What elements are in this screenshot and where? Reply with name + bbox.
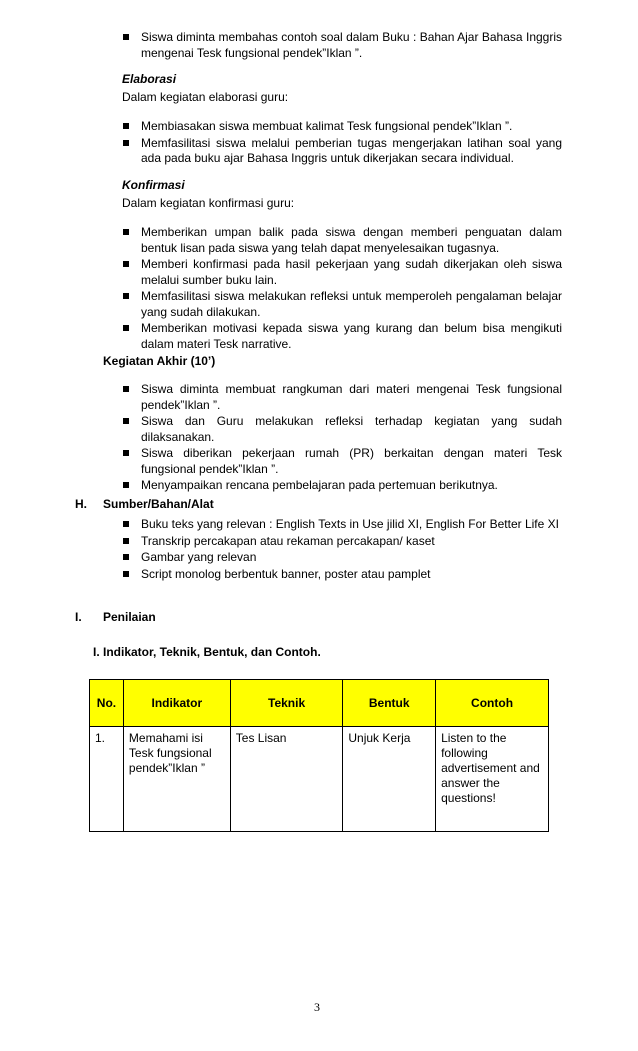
cell-bentuk: Unjuk Kerja	[343, 727, 436, 832]
cell-indikator: Memahami isi Tesk fungsional pendek”Iklan ”	[123, 727, 230, 832]
list-item: Buku teks yang relevan : English Texts in Use jilid XI, English For Better Life XI	[122, 517, 562, 533]
elaborasi-bullet-list	[122, 119, 562, 168]
header-no: No.	[90, 680, 124, 727]
section-h-title: Sumber/Bahan/Alat	[103, 497, 214, 511]
top-bullet-list	[122, 30, 562, 62]
header-contoh: Contoh	[436, 680, 549, 727]
list-item: Script monolog berbentuk banner, poster atau pamplet	[122, 567, 562, 583]
list-item: Siswa diminta membuat rangkuman dari materi mengenai Tesk fungsional pendek”Iklan ”.	[122, 382, 562, 413]
section-i-title: Penilaian	[103, 610, 156, 624]
list-item: Siswa dan Guru melakukan refleksi terhadap kegiatan yang sudah dilaksanakan.	[122, 414, 562, 445]
section-i-letter: I.	[75, 610, 82, 624]
list-item: Memfasilitasi siswa melalui pemberian tugas mengerjakan latihan soal yang ada pada buku ajar Bahasa Inggris untuk dikerjakan secara individual.	[122, 136, 562, 167]
section-h-letter: H.	[75, 497, 87, 511]
cell-contoh: Listen to the following advertisement and answer the questions!	[436, 727, 549, 832]
header-teknik: Teknik	[230, 680, 343, 727]
konfirmasi-bullet-list	[122, 225, 562, 353]
list-item: Menyampaikan rencana pembelajaran pada pertemuan berikutnya.	[122, 478, 562, 494]
header-indikator: Indikator	[123, 680, 230, 727]
section-i-subtitle: I. Indikator, Teknik, Bentuk, dan Contoh.	[93, 645, 321, 659]
list-item: Transkrip percakapan atau rekaman percakapan/ kaset	[122, 534, 562, 550]
list-item: Memfasilitasi siswa melakukan refleksi untuk memperoleh pengalaman belajar yang sudah dilakukan.	[122, 289, 562, 320]
cell-no: 1.	[90, 727, 124, 832]
list-item: Memberikan umpan balik pada siswa dengan memberi penguatan dalam bentuk lisan pada siswa yang telah dapat menyelesaikan tugasnya.	[122, 225, 562, 256]
konfirmasi-heading: Konfirmasi	[122, 178, 185, 192]
list-item: Siswa diberikan pekerjaan rumah (PR) berkaitan dengan materi Tesk fungsional pendek”Iklan ”.	[122, 446, 562, 477]
list-item: Memberikan motivasi kepada siswa yang kurang dan belum bisa mengikuti dalam materi Tesk narrative.	[122, 321, 562, 352]
elaborasi-heading: Elaborasi	[122, 72, 177, 86]
kegiatan-akhir-heading: Kegiatan Akhir (10’)	[103, 354, 216, 368]
list-item: Memberi konfirmasi pada hasil pekerjaan yang sudah dikerjakan oleh siswa melalui sumber buku lain.	[122, 257, 562, 288]
cell-teknik: Tes Lisan	[230, 727, 343, 832]
list-item: Siswa diminta membahas contoh soal dalam Buku : Bahan Ajar Bahasa Inggris mengenai Tesk fungsional pendek”Iklan ”.	[122, 30, 562, 61]
indikator-table	[89, 679, 549, 832]
section-h-bullet-list	[122, 517, 562, 583]
table-row	[90, 727, 549, 832]
page-number: 3	[314, 1000, 320, 1014]
kegiatan-akhir-bullet-list	[122, 382, 562, 495]
list-item: Gambar yang relevan	[122, 550, 562, 566]
table-header-row	[90, 680, 549, 727]
header-bentuk: Bentuk	[343, 680, 436, 727]
list-item: Membiasakan siswa membuat kalimat Tesk fungsional pendek”Iklan ”.	[122, 119, 562, 135]
konfirmasi-intro: Dalam kegiatan konfirmasi guru:	[122, 196, 295, 210]
elaborasi-intro: Dalam kegiatan elaborasi guru:	[122, 90, 289, 104]
